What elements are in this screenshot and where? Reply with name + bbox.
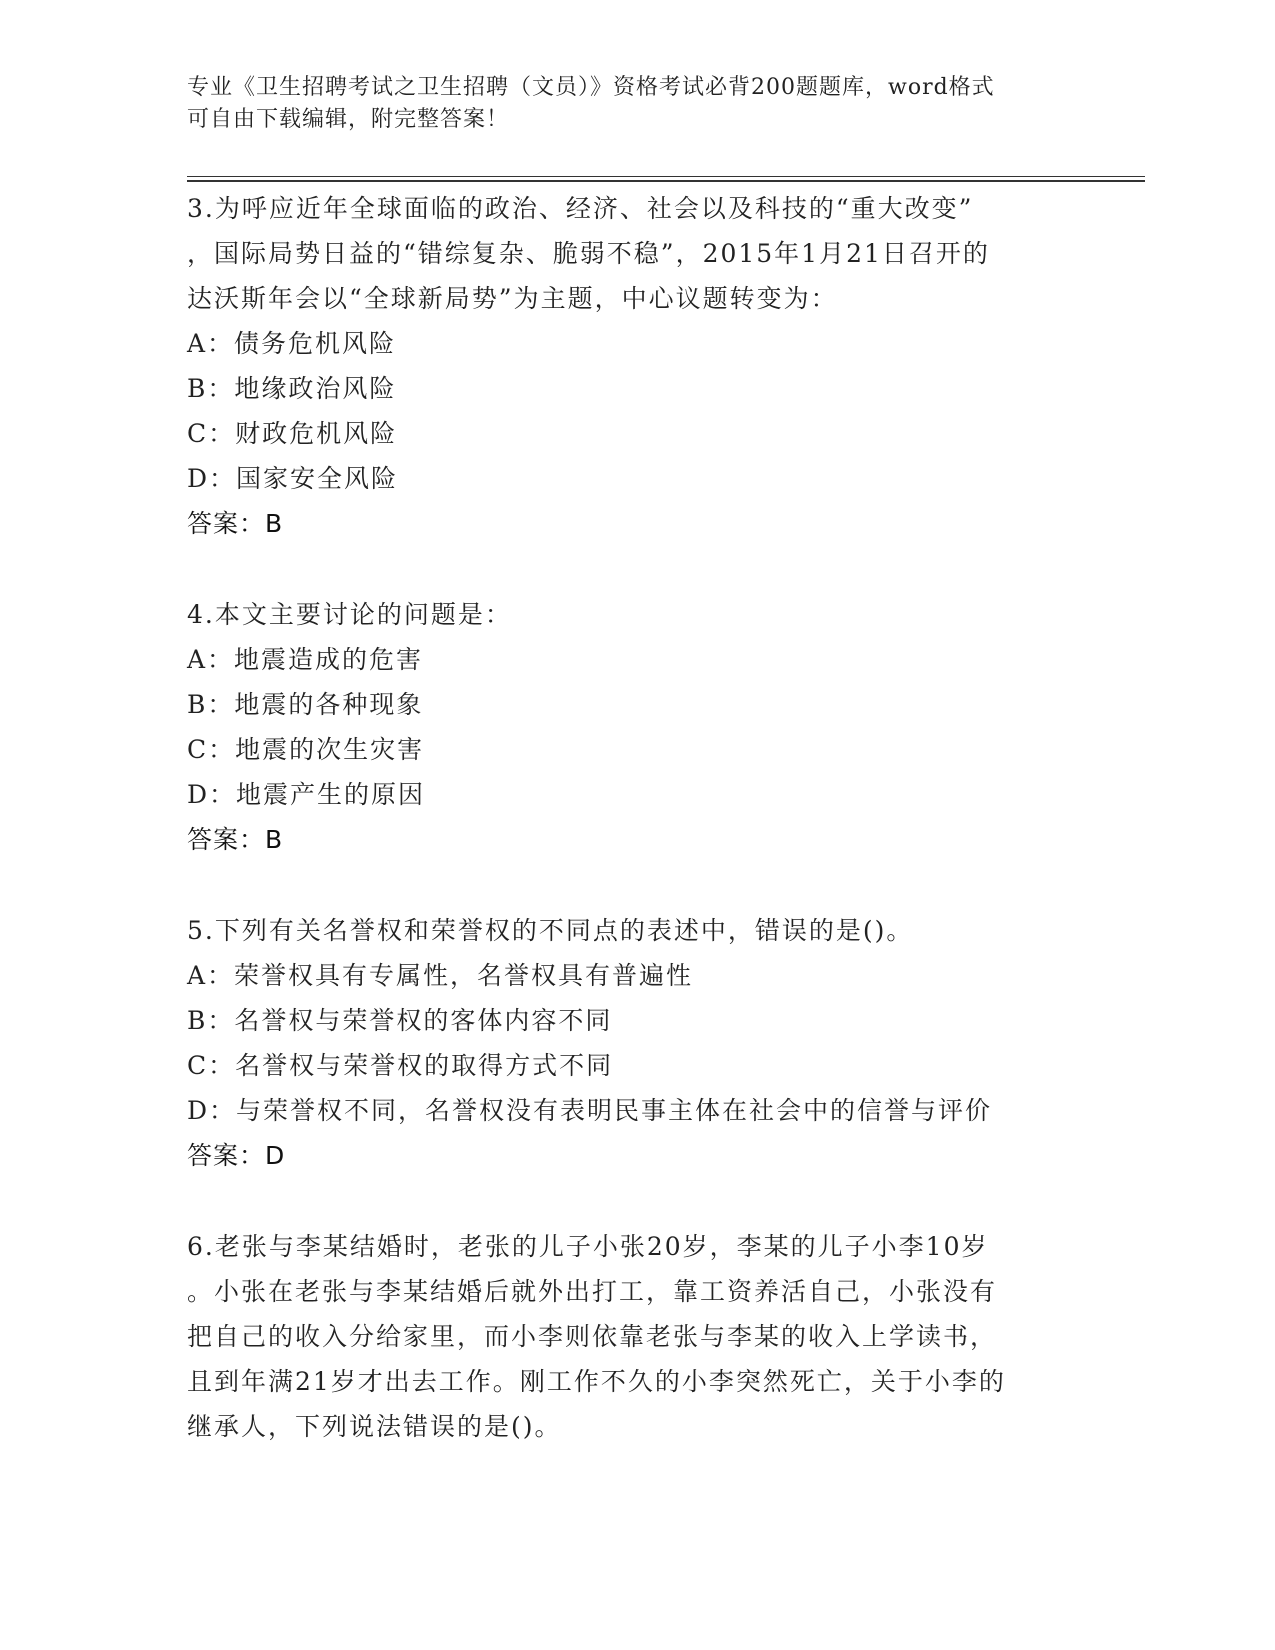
question-5 xyxy=(187,908,1087,1178)
header-divider-thin xyxy=(187,176,1145,177)
option-c: C：地震的次生灾害 xyxy=(187,735,425,764)
question-text xyxy=(187,186,1087,321)
question-list xyxy=(187,186,1087,1495)
option-c: C：名誉权与荣誉权的取得方式不同 xyxy=(187,1051,614,1080)
question-3 xyxy=(187,186,1087,546)
option-b: B：地缘政治风险 xyxy=(187,374,397,403)
option-a: A：荣誉权具有专属性，名誉权具有普遍性 xyxy=(187,961,694,990)
option-b: B：名誉权与荣誉权的客体内容不同 xyxy=(187,1006,613,1035)
question-line: 达沃斯年会以“全球新局势”为主题，中心议题转变为： xyxy=(187,284,838,313)
question-6 xyxy=(187,1224,1087,1449)
answer-label: 答案：B xyxy=(187,509,284,538)
header-line-2: 可自由下载编辑，附完整答案！ xyxy=(187,107,510,132)
document-header xyxy=(187,72,1067,136)
question-text xyxy=(187,908,1087,953)
question-line: ，国际局势日益的“错综复杂、脆弱不稳”，2015年1月21日召开的 xyxy=(187,239,990,268)
answer-label: 答案：D xyxy=(187,1141,286,1170)
option-b: B：地震的各种现象 xyxy=(187,690,424,719)
question-text xyxy=(187,1224,1087,1449)
question-line: 且到年满21岁才出去工作。刚工作不久的小李突然死亡，关于小李的 xyxy=(187,1367,1006,1396)
option-d: D：地震产生的原因 xyxy=(187,780,426,809)
question-line: 3.为呼应近年全球面临的政治、经济、社会以及科技的“重大改变” xyxy=(187,194,974,223)
question-line: 把自己的收入分给家里，而小李则依靠老张与李某的收入上学读书， xyxy=(187,1322,998,1351)
question-text xyxy=(187,592,1087,637)
question-line: 。小张在老张与李某结婚后就外出打工，靠工资养活自己，小张没有 xyxy=(187,1277,998,1306)
header-line-1: 专业《卫生招聘考试之卫生招聘（文员）》资格考试必背200题题库，word格式 xyxy=(187,75,995,100)
question-line: 6.老张与李某结婚时，老张的儿子小张20岁，李某的儿子小李10岁 xyxy=(187,1232,989,1261)
option-d: D：国家安全风险 xyxy=(187,464,399,493)
option-a: A：地震造成的危害 xyxy=(187,645,424,674)
question-line: 5.下列有关名誉权和荣誉权的不同点的表述中，错误的是()。 xyxy=(187,916,914,945)
question-line: 继承人，下列说法错误的是()。 xyxy=(187,1412,562,1441)
answer-label: 答案：B xyxy=(187,825,284,854)
option-d: D：与荣誉权不同，名誉权没有表明民事主体在社会中的信誉与评价 xyxy=(187,1096,993,1125)
header-divider-thick xyxy=(187,180,1145,182)
option-a: A：债务危机风险 xyxy=(187,329,397,358)
option-c: C：财政危机风险 xyxy=(187,419,398,448)
question-4 xyxy=(187,592,1087,862)
question-line: 4.本文主要讨论的问题是： xyxy=(187,600,512,629)
